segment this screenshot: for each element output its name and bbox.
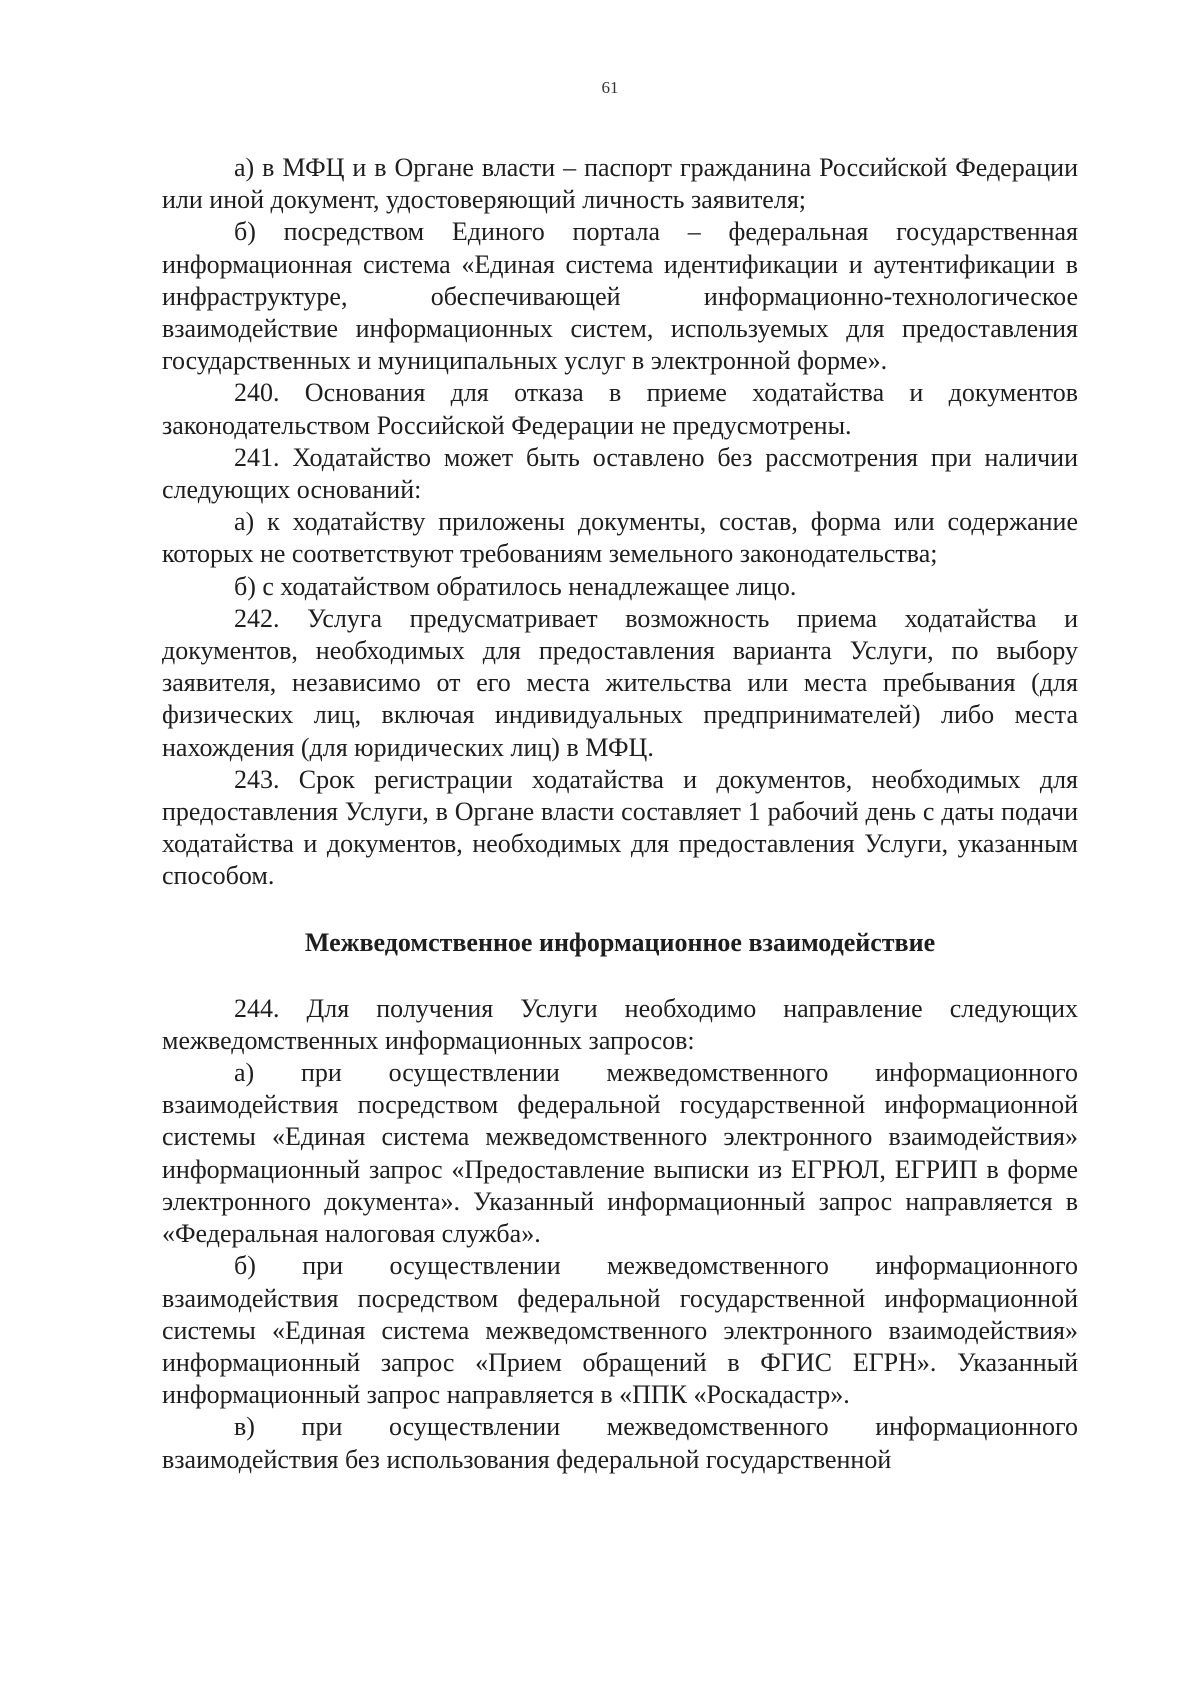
paragraph-241-item-a: а) к ходатайству приложены документы, состав, форма или содержание которых не соответствуют требованиям земельного законодательства; xyxy=(162,507,1078,569)
paragraph-241-item-b: б) с ходатайством обратилось ненадлежащее лицо. xyxy=(234,571,797,601)
paragraph-244: 244. Для получения Услуги необходимо направление следующих межведомственных информационных запросов: xyxy=(162,993,1078,1055)
paragraph-244-item-a: а) при осуществлении межведомственного информационного взаимодействия посредством федеральной государственной информационной системы «Единая система межведомственного электронного взаимодействия» информационный запрос «Предоставление выписки из ЕГРЮЛ, ЕГРИП в форме электронного документа». Указанный информационный запрос направляется в «Федеральная налоговая служба». xyxy=(162,1058,1078,1249)
section-heading: Межведомственное информационное взаимодействие xyxy=(304,927,936,957)
paragraph-244-item-b: б) при осуществлении межведомственного информационного взаимодействия посредством федеральной государственной информационной системы «Единая система межведомственного электронного взаимодействия» информационный запрос «Прием обращений в ФГИС ЕГРН». Указанный информационный запрос направляется в «ППК «Роскадастр». xyxy=(162,1251,1078,1410)
page-number: 61 xyxy=(601,78,619,97)
paragraph-242: 242. Услуга предусматривает возможность приема ходатайства и документов, необходимых для предоставления варианта Услуги, по выбору заявителя, независимо от его места жительства или места пребывания (для физических лиц, включая индивидуальных предпринимателей) либо места нахождения (для юридических лиц) в МФЦ. xyxy=(162,603,1078,762)
paragraph-241: 241. Ходатайство может быть оставлено без рассмотрения при наличии следующих оснований: xyxy=(162,442,1078,505)
paragraph-item-b-identity-portal: б) посредством Единого портала – федеральная государственная информационная система «Единая система идентификации и аутентификации в инфраструктуре, обеспечивающей информационно-технологическое взаимодействие информационных систем, используемых для предоставления государственных и муниципальных услуг в электронной форме». xyxy=(162,217,1078,376)
paragraph-item-a-identity-mfc: а) в МФЦ и в Органе власти – паспорт гражданина Российской Федерации или иной документ, удостоверяющий личность заявителя; xyxy=(162,153,1078,215)
paragraph-243: 243. Срок регистрации ходатайства и документов, необходимых для предоставления Услуги, в Органе власти составляет 1 рабочий день с даты подачи ходатайства и документов, необходимых для предоставления Услуги, указанным способом. xyxy=(162,764,1078,891)
document-body xyxy=(162,152,1078,1476)
paragraph-244-item-c: в) при осуществлении межведомственного информационного взаимодействия без использования федеральной государственной xyxy=(162,1412,1078,1474)
paragraph-240: 240. Основания для отказа в приеме ходатайства и документов законодательством Российской Федерации не предусмотрены. xyxy=(162,378,1078,440)
